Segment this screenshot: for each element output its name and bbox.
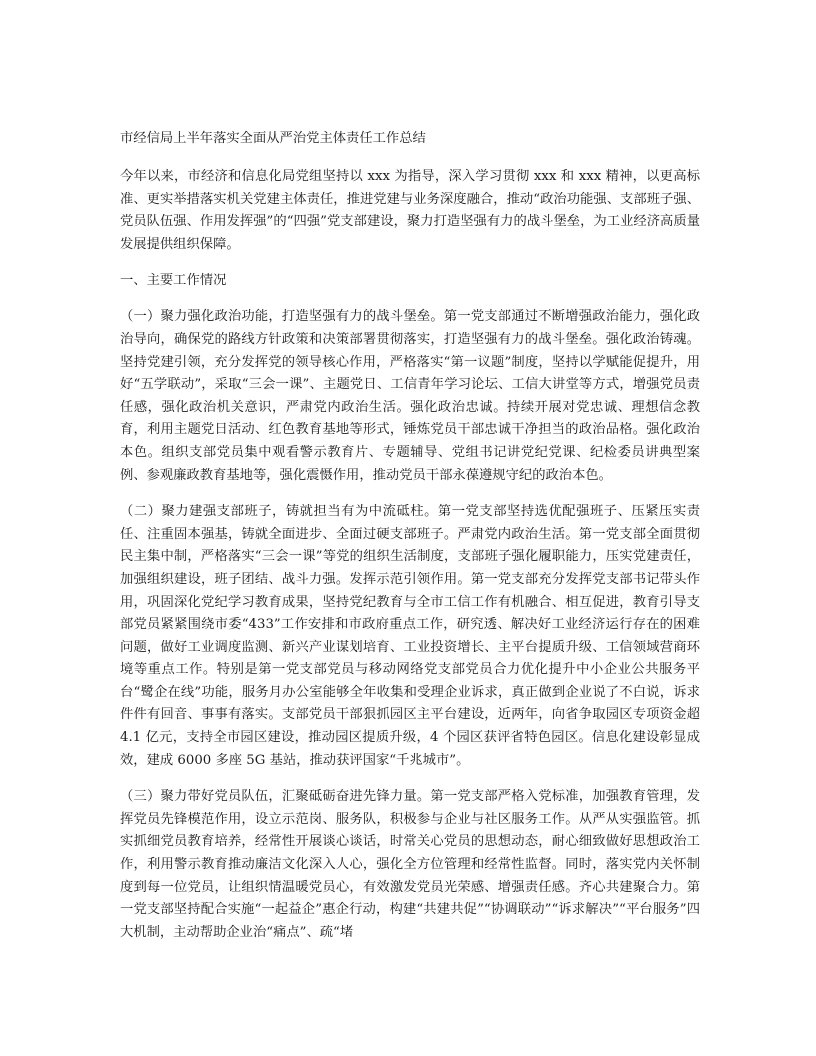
document-title: 市经信局上半年落实全面从严治党主体责任工作总结	[120, 131, 426, 146]
paragraph-member-team: （三）聚力带好党员队伍，汇聚砥砺奋进先锋力量。第一党支部严格入党标准，加强教育管理，发挥党员先锋模范作用，设立示范岗、服务队，积极参与企业与社区服务工作。从严从实强监管。抓实抓细党员教育培养，经常性开展谈心谈话，时常关心党员的思想动态，耐心细致做好思想政治工作，利用警示教育推动廉洁文化深入人心，强化全方位管理和经常性监督。同时，落实党内关怀制度到每一位党员，让组织情温暖党员心，有效激发党员光荣感、增强责任感。齐心共建聚合力。第一党支部坚持配合实施“一起益企”惠企行动，构建“共建共促”“协调联动”“诉求解决”“平台服务”四大机制，主动帮助企业治“痛点”、疏“堵	[120, 789, 700, 940]
paragraph-political-function: （一）聚力强化政治功能，打造坚强有力的战斗堡垒。第一党支部通过不断增强政治能力，强化政治导向，确保党的路线方针政策和决策部署贯彻落实，打造坚强有力的战斗堡垒。强化政治铸魂。坚持党建引领，充分发挥党的领导核心作用，严格落实“第一议题”制度，坚持以学赋能促提升，用好“五学联动”，采取“三会一课”、主题党日、工信青年学习论坛、工信大讲堂等方式，增强党员责任感，强化政治机关意识，严肃党内政治生活。强化政治忠诚。持续开展对党忠诚、理想信念教育，利用主题党日活动、红色教育基地等形式，锤炼党员干部忠诚干净担当的政治品格。强化政治本色。组织支部党员集中观看警示教育片、专题辅导、党组书记讲党纪党课、纪检委员讲典型案例、参观廉政教育基地等，强化震慑作用，推动党员干部永葆遵规守纪的政治本色。	[120, 309, 700, 483]
section-heading: 一、主要工作情况	[120, 273, 227, 289]
paragraph-branch-leadership: （二）聚力建强支部班子，铸就担当有为中流砥柱。第一党支部坚持选优配强班子、压紧压实责任、注重固本强基，铸就全面进步、全面过硬支部班子。严肃党内政治生活。第一党支部全面贯彻民主集中制，严格落实“三会一课”等党的组织生活制度，支部班子强化履职能力，压实党建责任，加强组织建设，班子团结、战斗力强。发挥示范引领作用。第一党支部充分发挥党支部书记带头作用，巩固深化党纪学习教育成果，坚持党纪教育与全市工信工作有机融合、相互促进，教育引导支部党员紧紧围绕市委“433”工作安排和市政府重点工作，研究透、解决好工业经济运行存在的困难问题，做好工业调度监测、新兴产业谋划培育、工业投资增长、主平台提质升级、工信领域营商环境等重点工作。特别是第一党支部党员与移动网络党支部党员合力优化提升中小企业公共服务平台“鹭企在线”功能，服务月办公室能够全年收集和受理企业诉求，真正做到企业说了不白说，诉求件件有回音、事事有落实。支部党员干部狠抓园区主平台建设，近两年，向省争取园区专项资金超 4.1 亿元，支持全市园区建设，推动园区提质升级，4 个园区获评省特色园区。信息化建设彰显成效，建成 6000 多座 5G 基站，推动获评国家“千兆城市”。	[120, 504, 700, 768]
intro-paragraph: 今年以来，市经济和信息化局党组坚持以 xxx 为指导，深入学习贯彻 xxx 和 xxx 精神，以更高标准、更实举措落实机关党建主体责任，推进党建与业务深度融合，推动“政治功能强、支部班子强、党员队伍强、作用发挥强”的“四强”党支部建设，聚力打造坚强有力的战斗堡垒，为工业经济高质量发展提供组织保障。	[120, 169, 700, 252]
document-page	[120, 128, 700, 958]
